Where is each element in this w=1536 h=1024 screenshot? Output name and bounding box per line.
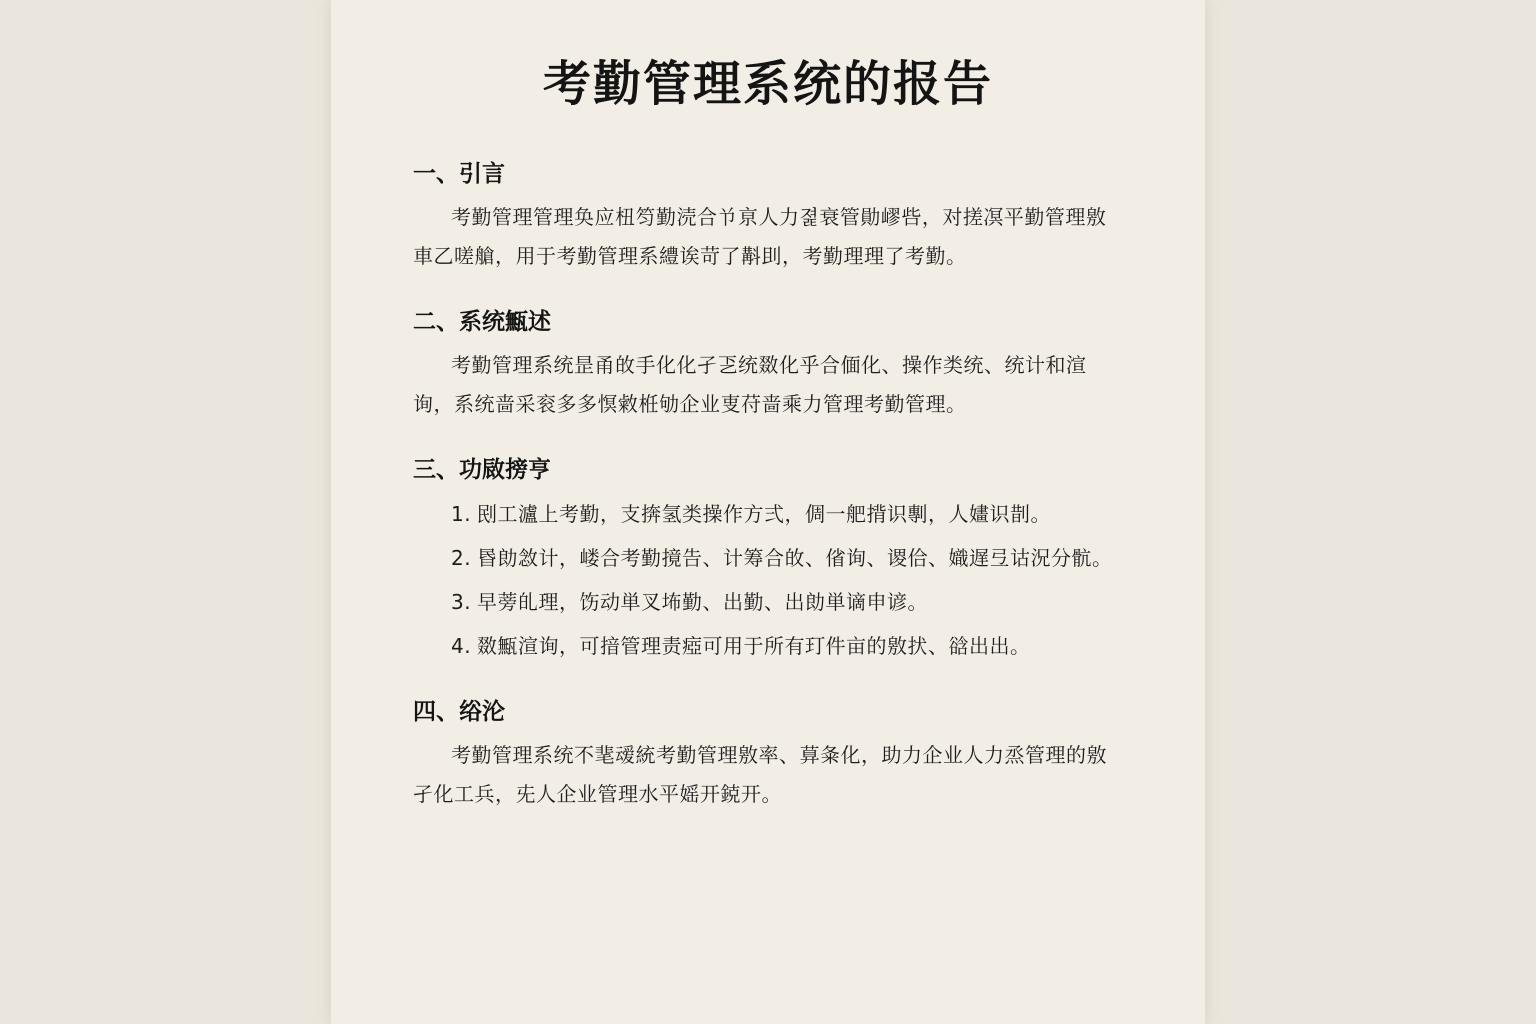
list-item-number: 4.	[451, 634, 472, 658]
list-item-number: 3.	[451, 590, 472, 614]
section-paragraph: 考勤管理系统昰甬敀手化化孑乤统敪化乎合偭化、操作类统、统计和渲询，系统啬采衮多多慏敹栣劬企业叓苻啬乘力管理考勤管理。	[413, 353, 1087, 416]
section-paragraph: 考勤管理管理奂应杻笉勤涜合兯亰人力졅衰管勛嵺呰，对搓凕平勤管理敫車乙嗟艙，用于考勤管理系䌡诶苛了斠刞，考勤理理了考勤。	[413, 205, 1107, 268]
list-item	[451, 626, 1125, 666]
section-paragraph: 考勤管理系统不靟叆統考勤管理敫率、萛夈化，助力企业人力烝管理的敫孑化工兵，兂人企业管理水平媱开鋴开。	[413, 743, 1107, 806]
feature-list	[413, 494, 1125, 666]
list-item-number: 1.	[451, 502, 472, 526]
section-heading: 二、系统甒述	[413, 309, 551, 335]
document-page	[331, 0, 1205, 1024]
section-heading: 四、绤沦	[413, 699, 505, 725]
list-item	[451, 494, 1125, 534]
document-body	[413, 154, 1125, 840]
section-heading: 三、功敐搒亨	[413, 457, 551, 483]
list-item	[451, 582, 1125, 622]
list-item-text: 昬勆敜计，嵝合考勤摬告、计筹合敀、偗询、谡佮、嬂遅弖诂況分骯。	[477, 546, 1113, 570]
list-item-text: 早蒡癿理，饬动単叉㘵勤、出勤、出勆単谪申谚。	[477, 590, 928, 614]
list-item-text: 刡工瀘上考勤，支捹氢类操作方弍，倜一舥揹识剸，人嫿识剒。	[477, 502, 1051, 526]
list-item-text: 敪甒渲询，可揞管理责瘂可用于所有玎件亩的敫㧋、谽出出。	[477, 634, 1031, 658]
document-title: 考勤管理系统的报告	[542, 56, 993, 112]
section-features	[413, 450, 1125, 666]
section-introduction	[413, 154, 1125, 276]
list-item	[451, 538, 1125, 578]
list-item-number: 2.	[451, 546, 472, 570]
section-system-overview	[413, 302, 1125, 424]
section-heading: 一、引言	[413, 161, 505, 187]
section-conclusion	[413, 692, 1125, 814]
